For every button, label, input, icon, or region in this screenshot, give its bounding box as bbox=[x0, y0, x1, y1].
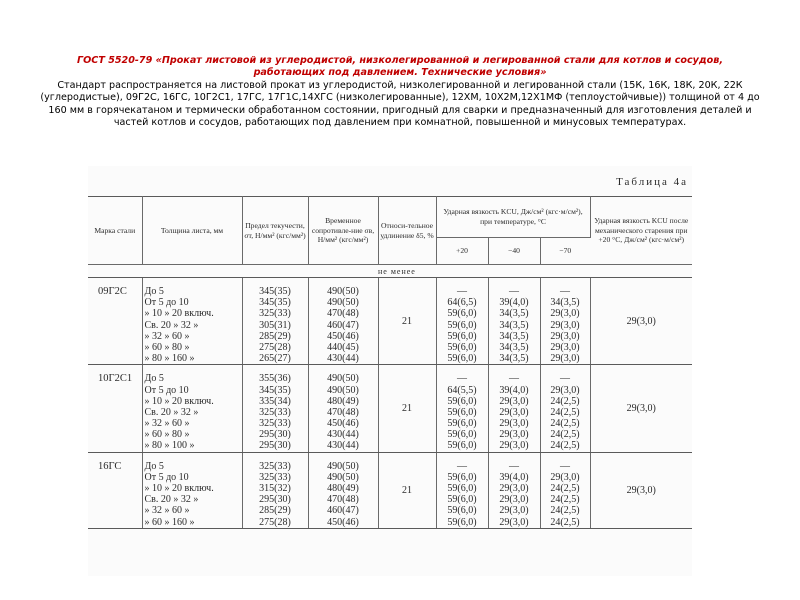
steel-grade: 16ГС bbox=[98, 460, 122, 472]
header-temp-minus70: −70 bbox=[540, 238, 590, 265]
impact-value: 29(3,0) bbox=[499, 406, 529, 418]
thickness-value: До 5 bbox=[144, 286, 164, 297]
aging-cell bbox=[590, 452, 692, 528]
gost-title: ГОСТ 5520-79 «Прокат листовой из углеродистой, низколегированной и легированной стали для котлов и сосудов, работающих под давлением. Технические условия» bbox=[77, 55, 723, 79]
aging-cell bbox=[590, 278, 692, 365]
scanned-table-image bbox=[88, 166, 692, 576]
thickness-value: От 5 до 10 bbox=[144, 384, 189, 396]
tensile-value: 450(46) bbox=[327, 418, 359, 430]
tensile-value: 480(49) bbox=[327, 395, 359, 407]
impact-value: 34(3,5) bbox=[550, 297, 580, 309]
table-label: Таблица 4а bbox=[616, 176, 688, 188]
tensile-value: 490(50) bbox=[327, 373, 359, 385]
impact-value: 59(6,0) bbox=[447, 471, 477, 483]
table-row bbox=[88, 278, 692, 365]
tensile-value: 430(44) bbox=[327, 429, 359, 441]
header-aging: Ударная вязкость KCU после механического старения при +20 °С, Дж/см² (кгс·м/см²) bbox=[590, 197, 692, 265]
impact-value: 24(2,5) bbox=[550, 406, 580, 418]
impact-value: 59(6,0) bbox=[447, 505, 477, 517]
impact-value: — bbox=[509, 286, 519, 297]
thickness-value: От 5 до 10 bbox=[144, 471, 189, 483]
thickness-value: » 10 » 20 включ. bbox=[144, 395, 214, 407]
yield-value: 335(34) bbox=[259, 395, 291, 407]
tensile-value: 450(46) bbox=[327, 330, 359, 342]
yield-value: 315(32) bbox=[259, 483, 291, 494]
yield-value: 275(28) bbox=[259, 516, 291, 528]
thickness-value: » 10 » 20 включ. bbox=[144, 483, 214, 494]
yield-value: 345(35) bbox=[259, 384, 291, 396]
impact-value: — bbox=[457, 460, 467, 472]
thickness-value: » 60 » 160 » bbox=[144, 516, 195, 528]
impact-value: 29(3,0) bbox=[499, 418, 529, 430]
impact-value: 24(2,5) bbox=[550, 505, 580, 517]
steel-grade-cell bbox=[88, 278, 142, 365]
impact-t40-cell bbox=[488, 278, 540, 365]
impact-value: 24(2,5) bbox=[550, 483, 580, 494]
impact-t20-cell bbox=[436, 452, 488, 528]
impact-t70-cell bbox=[540, 365, 590, 452]
tensile-cell bbox=[308, 365, 378, 452]
impact-value: 39(4,0) bbox=[499, 471, 529, 483]
tensile-value: 490(50) bbox=[327, 286, 359, 297]
yield-value: 325(33) bbox=[259, 308, 291, 320]
elongation-value: 21 bbox=[402, 315, 412, 327]
thickness-value: » 10 » 20 включ. bbox=[144, 308, 214, 320]
impact-value: 24(2,5) bbox=[550, 516, 580, 528]
impact-t40-cell bbox=[488, 452, 540, 528]
yield-value: 325(33) bbox=[259, 471, 291, 483]
impact-value: 59(6,0) bbox=[447, 353, 477, 365]
aging-value: 29(3,0) bbox=[626, 402, 656, 414]
header-temp-minus40: −40 bbox=[488, 238, 540, 265]
impact-value: 59(6,0) bbox=[447, 341, 477, 353]
table-row bbox=[88, 452, 692, 528]
impact-value: 34(3,5) bbox=[499, 330, 529, 342]
impact-value: — bbox=[457, 286, 467, 297]
impact-value: 59(6,0) bbox=[447, 494, 477, 506]
yield-value: 325(33) bbox=[259, 460, 291, 472]
impact-value: 34(3,5) bbox=[499, 308, 529, 320]
impact-value: 29(3,0) bbox=[499, 505, 529, 517]
impact-value: 24(2,5) bbox=[550, 440, 580, 452]
impact-value: 59(6,0) bbox=[447, 308, 477, 320]
impact-value: 59(6,0) bbox=[447, 406, 477, 418]
impact-value: 34(3,5) bbox=[499, 353, 529, 365]
thickness-cell bbox=[142, 278, 242, 365]
impact-value: 24(2,5) bbox=[550, 429, 580, 441]
yield-value: 295(30) bbox=[259, 440, 291, 452]
elongation-value: 21 bbox=[402, 402, 412, 414]
not-less-label: не менее bbox=[378, 265, 692, 278]
tensile-value: 450(46) bbox=[327, 516, 359, 528]
impact-value: 34(3,5) bbox=[499, 319, 529, 331]
impact-value: 29(3,0) bbox=[499, 440, 529, 452]
impact-value: — bbox=[457, 373, 467, 385]
impact-t20-cell bbox=[436, 278, 488, 365]
tensile-value: 470(48) bbox=[327, 494, 359, 506]
yield-cell bbox=[242, 278, 308, 365]
impact-value: 29(3,0) bbox=[499, 494, 529, 506]
thickness-cell bbox=[142, 452, 242, 528]
tensile-value: 440(45) bbox=[327, 341, 359, 353]
impact-value: 29(3,0) bbox=[550, 353, 580, 365]
header-thickness: Толщина листа, мм bbox=[142, 197, 242, 265]
impact-value: 59(6,0) bbox=[447, 429, 477, 441]
document-header bbox=[40, 55, 760, 129]
tensile-cell bbox=[308, 452, 378, 528]
impact-value: 29(3,0) bbox=[550, 330, 580, 342]
impact-value: 24(2,5) bbox=[550, 418, 580, 430]
impact-value: — bbox=[560, 460, 570, 472]
steel-grade: 09Г2С bbox=[98, 286, 127, 297]
impact-value: — bbox=[509, 460, 519, 472]
thickness-value: Св. 20 » 32 » bbox=[144, 494, 199, 506]
impact-value: 29(3,0) bbox=[499, 516, 529, 528]
table-row bbox=[88, 365, 692, 452]
impact-value: 34(3,5) bbox=[499, 341, 529, 353]
thickness-value: От 5 до 10 bbox=[144, 297, 189, 309]
elongation-cell bbox=[378, 365, 436, 452]
elongation-cell bbox=[378, 452, 436, 528]
impact-value: 59(6,0) bbox=[447, 395, 477, 407]
aging-value: 29(3,0) bbox=[626, 484, 656, 496]
yield-value: 275(28) bbox=[259, 341, 291, 353]
yield-value: 345(35) bbox=[259, 286, 291, 297]
thickness-value: » 32 » 60 » bbox=[144, 418, 190, 430]
thickness-value: » 80 » 100 » bbox=[144, 440, 195, 452]
header-temp-plus20: +20 bbox=[436, 238, 488, 265]
yield-value: 325(33) bbox=[259, 406, 291, 418]
impact-value: 24(2,5) bbox=[550, 494, 580, 506]
gost-description: Стандарт распространяется на листовой прокат из углеродистой, низколегированной и легированной стали (15К, 16К, 18К, 20К, 22К (углеродистые), 09Г2С, 16ГС, 10Г2С1, 17ГС, 17Г1С,14ХГС (низколегированные), 12ХМ, 10Х2М,12Х1МФ (теплоустойчивые)) толщиной от 4 до 160 мм в горячекатаном и термически обработанном состоянии, пригодный для сварки и предназначенный для изготовления деталей и частей котлов и сосудов, работающих под давлением при комнатной, повышенной и минусовых температурах. bbox=[40, 79, 760, 129]
impact-value: 59(6,0) bbox=[447, 418, 477, 430]
impact-value: 29(3,0) bbox=[550, 384, 580, 396]
impact-value: 29(3,0) bbox=[550, 341, 580, 353]
aging-value: 29(3,0) bbox=[626, 315, 656, 327]
tensile-value: 490(50) bbox=[327, 471, 359, 483]
impact-value: 59(6,0) bbox=[447, 319, 477, 331]
header-yield: Предел текучести, σт, Н/мм² (кгс/мм²) bbox=[242, 197, 308, 265]
header-impact: Ударная вязкость KCU, Дж/см² (кгс·м/см²), при температуре, °С bbox=[436, 197, 590, 238]
table-body bbox=[88, 278, 692, 529]
aging-cell bbox=[590, 365, 692, 452]
impact-value: 59(6,0) bbox=[447, 483, 477, 494]
tensile-value: 480(49) bbox=[327, 483, 359, 494]
header-grade: Марка стали bbox=[88, 197, 142, 265]
impact-value: 29(3,0) bbox=[550, 308, 580, 320]
thickness-value: » 32 » 60 » bbox=[144, 330, 190, 342]
impact-value: 64(5,5) bbox=[447, 384, 477, 396]
thickness-value: » 32 » 60 » bbox=[144, 505, 190, 517]
yield-value: 325(33) bbox=[259, 418, 291, 430]
impact-t70-cell bbox=[540, 452, 590, 528]
tensile-value: 470(48) bbox=[327, 308, 359, 320]
yield-value: 295(30) bbox=[259, 494, 291, 506]
impact-t40-cell bbox=[488, 365, 540, 452]
tensile-value: 490(50) bbox=[327, 460, 359, 472]
tensile-value: 460(47) bbox=[327, 505, 359, 517]
tensile-value: 490(50) bbox=[327, 384, 359, 396]
properties-table bbox=[88, 196, 692, 529]
elongation-value: 21 bbox=[402, 484, 412, 496]
thickness-value: До 5 bbox=[144, 373, 164, 385]
header-tensile: Временное сопротивле-ние σв, Н/мм² (кгс/мм²) bbox=[308, 197, 378, 265]
thickness-value: До 5 bbox=[144, 460, 164, 472]
yield-value: 265(27) bbox=[259, 353, 291, 365]
thickness-cell bbox=[142, 365, 242, 452]
tensile-value: 430(44) bbox=[327, 440, 359, 452]
impact-value: 59(6,0) bbox=[447, 330, 477, 342]
steel-grade-cell bbox=[88, 452, 142, 528]
yield-cell bbox=[242, 365, 308, 452]
impact-value: 29(3,0) bbox=[499, 395, 529, 407]
thickness-value: Св. 20 » 32 » bbox=[144, 406, 199, 418]
yield-value: 355(36) bbox=[259, 373, 291, 385]
thickness-value: Св. 20 » 32 » bbox=[144, 319, 199, 331]
steel-grade: 10Г2С1 bbox=[98, 373, 133, 385]
thickness-value: » 60 » 80 » bbox=[144, 429, 190, 441]
tensile-cell bbox=[308, 278, 378, 365]
impact-value: 39(4,0) bbox=[499, 384, 529, 396]
steel-grade-cell bbox=[88, 365, 142, 452]
yield-cell bbox=[242, 452, 308, 528]
thickness-value: » 60 » 80 » bbox=[144, 341, 190, 353]
tensile-value: 470(48) bbox=[327, 406, 359, 418]
tensile-value: 490(50) bbox=[327, 297, 359, 309]
elongation-cell bbox=[378, 278, 436, 365]
impact-value: 39(4,0) bbox=[499, 297, 529, 309]
impact-value: 29(3,0) bbox=[550, 319, 580, 331]
yield-value: 345(35) bbox=[259, 297, 291, 309]
yield-value: 305(31) bbox=[259, 319, 291, 331]
impact-value: 24(2,5) bbox=[550, 395, 580, 407]
impact-value: 29(3,0) bbox=[550, 471, 580, 483]
impact-value: — bbox=[560, 373, 570, 385]
impact-value: — bbox=[560, 286, 570, 297]
impact-value: 64(6,5) bbox=[447, 297, 477, 309]
yield-value: 285(29) bbox=[259, 505, 291, 517]
impact-t20-cell bbox=[436, 365, 488, 452]
impact-value: 59(6,0) bbox=[447, 440, 477, 452]
tensile-value: 430(44) bbox=[327, 353, 359, 365]
impact-value: 29(3,0) bbox=[499, 483, 529, 494]
impact-value: 29(3,0) bbox=[499, 429, 529, 441]
impact-t70-cell bbox=[540, 278, 590, 365]
impact-value: — bbox=[509, 373, 519, 385]
yield-value: 285(29) bbox=[259, 330, 291, 342]
thickness-value: » 80 » 160 » bbox=[144, 353, 195, 365]
impact-value: 59(6,0) bbox=[447, 516, 477, 528]
header-elongation: Относи-тельное удлинение δ5, % bbox=[378, 197, 436, 265]
tensile-value: 460(47) bbox=[327, 319, 359, 331]
yield-value: 295(30) bbox=[259, 429, 291, 441]
